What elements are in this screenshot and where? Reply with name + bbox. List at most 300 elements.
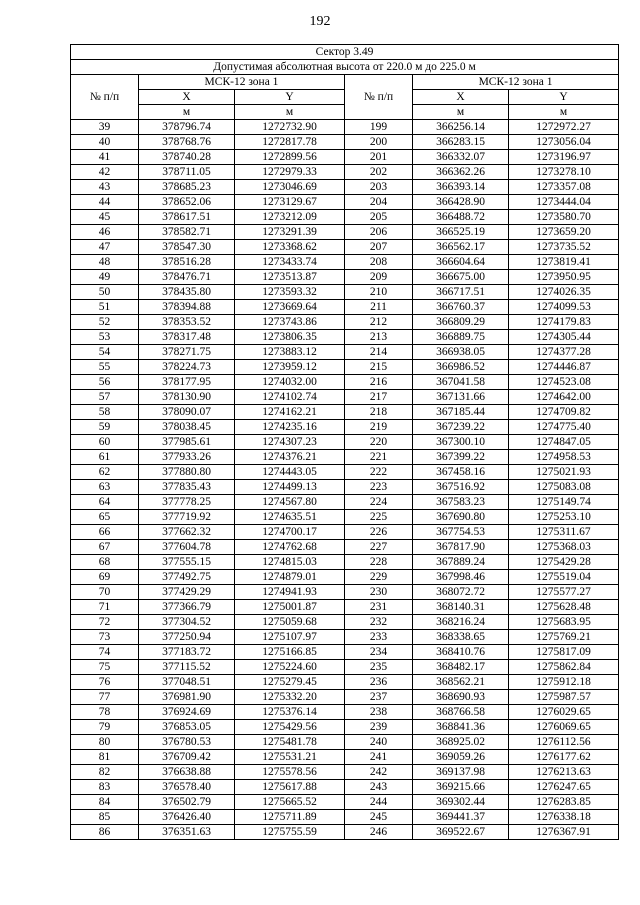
left-y-value: 1275107.97 [235, 630, 345, 645]
left-y-value: 1274235.16 [235, 420, 345, 435]
right-y-value: 1275368.03 [509, 540, 619, 555]
left-y-value: 1273806.35 [235, 330, 345, 345]
left-y-value: 1275279.45 [235, 675, 345, 690]
right-point-number: 221 [345, 450, 413, 465]
left-point-number: 74 [71, 645, 139, 660]
right-x-value: 366283.15 [413, 135, 509, 150]
right-y-value: 1275083.08 [509, 480, 619, 495]
right-y-value: 1274709.82 [509, 405, 619, 420]
left-x-value: 377719.92 [139, 510, 235, 525]
left-point-number: 73 [71, 630, 139, 645]
right-y-value: 1274958.53 [509, 450, 619, 465]
right-y-value: 1275149.74 [509, 495, 619, 510]
right-point-number: 246 [345, 825, 413, 840]
left-y-value: 1275429.56 [235, 720, 345, 735]
coordinates-table [70, 44, 619, 840]
right-point-number: 220 [345, 435, 413, 450]
table-body [71, 120, 619, 840]
right-y-value: 1274847.05 [509, 435, 619, 450]
table-row [71, 330, 619, 345]
right-y-value: 1273950.95 [509, 270, 619, 285]
right-point-number: 218 [345, 405, 413, 420]
right-point-number: 212 [345, 315, 413, 330]
left-point-number: 71 [71, 600, 139, 615]
left-x-value: 377492.75 [139, 570, 235, 585]
left-point-number: 63 [71, 480, 139, 495]
right-y-value: 1273196.97 [509, 150, 619, 165]
right-point-number: 227 [345, 540, 413, 555]
right-point-number: 201 [345, 150, 413, 165]
table-row [71, 435, 619, 450]
left-x-value: 378711.05 [139, 165, 235, 180]
right-x-value: 366525.19 [413, 225, 509, 240]
right-y-value: 1274099.53 [509, 300, 619, 315]
right-y-value: 1276283.85 [509, 795, 619, 810]
right-point-number: 206 [345, 225, 413, 240]
left-point-number: 58 [71, 405, 139, 420]
left-y-value: 1275531.21 [235, 750, 345, 765]
left-y-value: 1272979.33 [235, 165, 345, 180]
right-y-value: 1274446.87 [509, 360, 619, 375]
left-point-number: 40 [71, 135, 139, 150]
left-x-unit: м [139, 105, 235, 120]
right-point-number: 242 [345, 765, 413, 780]
left-point-number: 69 [71, 570, 139, 585]
left-point-number: 80 [71, 735, 139, 750]
right-x-value: 366717.51 [413, 285, 509, 300]
left-point-number: 82 [71, 765, 139, 780]
right-point-number: 222 [345, 465, 413, 480]
right-y-value: 1275683.95 [509, 615, 619, 630]
right-point-number: 203 [345, 180, 413, 195]
left-x-value: 377604.78 [139, 540, 235, 555]
table-row [71, 450, 619, 465]
left-y-value: 1275578.56 [235, 765, 345, 780]
right-x-value: 366393.14 [413, 180, 509, 195]
right-point-number: 202 [345, 165, 413, 180]
right-y-value: 1275987.57 [509, 690, 619, 705]
left-y-value: 1272899.56 [235, 150, 345, 165]
left-point-number: 50 [71, 285, 139, 300]
left-point-number: 64 [71, 495, 139, 510]
right-point-number: 224 [345, 495, 413, 510]
table-row [71, 255, 619, 270]
left-point-number: 67 [71, 540, 139, 555]
left-x-value: 376351.63 [139, 825, 235, 840]
table-row [71, 375, 619, 390]
right-y-unit: м [509, 105, 619, 120]
left-y-value: 1274635.51 [235, 510, 345, 525]
table-row [71, 810, 619, 825]
right-point-number: 226 [345, 525, 413, 540]
left-y-value: 1275755.59 [235, 825, 345, 840]
table-row [71, 630, 619, 645]
left-x-value: 376638.88 [139, 765, 235, 780]
right-point-number: 204 [345, 195, 413, 210]
right-x-value: 368338.65 [413, 630, 509, 645]
table-row [71, 645, 619, 660]
right-x-value: 368482.17 [413, 660, 509, 675]
table-row [71, 285, 619, 300]
right-y-value: 1274305.44 [509, 330, 619, 345]
left-y-value: 1275665.52 [235, 795, 345, 810]
right-x-value: 366256.14 [413, 120, 509, 135]
right-point-number: 232 [345, 615, 413, 630]
left-x-value: 378768.76 [139, 135, 235, 150]
left-y-value: 1275224.60 [235, 660, 345, 675]
left-x-value: 377366.79 [139, 600, 235, 615]
left-x-value: 376924.69 [139, 705, 235, 720]
right-x-value: 367817.90 [413, 540, 509, 555]
table-row [71, 690, 619, 705]
right-x-value: 366488.72 [413, 210, 509, 225]
left-x-value: 377183.72 [139, 645, 235, 660]
table-row [71, 225, 619, 240]
left-point-number: 76 [71, 675, 139, 690]
left-x-value: 376426.40 [139, 810, 235, 825]
right-x-value: 366675.00 [413, 270, 509, 285]
right-x-value: 368072.72 [413, 585, 509, 600]
table-row [71, 135, 619, 150]
left-y-value: 1274762.68 [235, 540, 345, 555]
table-row [71, 150, 619, 165]
table-row [71, 270, 619, 285]
left-x-value: 378617.51 [139, 210, 235, 225]
right-point-number: 216 [345, 375, 413, 390]
right-x-unit: м [413, 105, 509, 120]
right-y-value: 1273056.04 [509, 135, 619, 150]
left-y-value: 1274162.21 [235, 405, 345, 420]
right-x-value: 366428.90 [413, 195, 509, 210]
left-y-value: 1275059.68 [235, 615, 345, 630]
left-point-number: 83 [71, 780, 139, 795]
right-x-value: 366938.05 [413, 345, 509, 360]
left-x-value: 377835.43 [139, 480, 235, 495]
left-y-value: 1274102.74 [235, 390, 345, 405]
right-x-value: 369522.67 [413, 825, 509, 840]
right-point-number: 238 [345, 705, 413, 720]
right-point-number: 210 [345, 285, 413, 300]
left-x-value: 376709.42 [139, 750, 235, 765]
right-x-value: 367300.10 [413, 435, 509, 450]
left-x-value: 378516.28 [139, 255, 235, 270]
left-x-value: 378796.74 [139, 120, 235, 135]
table-row [71, 300, 619, 315]
left-y-value: 1272732.90 [235, 120, 345, 135]
right-y-value: 1273659.20 [509, 225, 619, 240]
left-point-number: 49 [71, 270, 139, 285]
left-point-number: 44 [71, 195, 139, 210]
table-row [71, 390, 619, 405]
right-x-value: 366562.17 [413, 240, 509, 255]
left-point-number: 47 [71, 240, 139, 255]
table-row [71, 210, 619, 225]
left-y-value: 1273433.74 [235, 255, 345, 270]
table-row [71, 585, 619, 600]
right-y-header: Y [509, 90, 619, 105]
sector-title: Сектор 3.49 [71, 45, 619, 60]
table-row [71, 600, 619, 615]
right-y-value: 1273278.10 [509, 165, 619, 180]
right-y-value: 1274523.08 [509, 375, 619, 390]
left-point-number: 75 [71, 660, 139, 675]
right-y-value: 1275429.28 [509, 555, 619, 570]
right-x-value: 369215.66 [413, 780, 509, 795]
right-y-value: 1276338.18 [509, 810, 619, 825]
left-y-header: Y [235, 90, 345, 105]
left-x-value: 377115.52 [139, 660, 235, 675]
table-row [71, 240, 619, 255]
right-y-value: 1273580.70 [509, 210, 619, 225]
right-point-number: 209 [345, 270, 413, 285]
table-row [71, 195, 619, 210]
left-point-number: 60 [71, 435, 139, 450]
left-point-number: 48 [71, 255, 139, 270]
right-x-value: 367889.24 [413, 555, 509, 570]
right-x-value: 367583.23 [413, 495, 509, 510]
left-y-value: 1274032.00 [235, 375, 345, 390]
left-point-number: 41 [71, 150, 139, 165]
right-x-value: 367690.80 [413, 510, 509, 525]
right-point-number: 213 [345, 330, 413, 345]
right-x-value: 367131.66 [413, 390, 509, 405]
right-x-value: 366809.29 [413, 315, 509, 330]
right-point-number: 243 [345, 780, 413, 795]
left-y-value: 1273368.62 [235, 240, 345, 255]
right-num-header: № п/п [345, 75, 413, 120]
left-x-value: 376502.79 [139, 795, 235, 810]
left-point-number: 46 [71, 225, 139, 240]
right-x-value: 368766.58 [413, 705, 509, 720]
left-y-value: 1275332.20 [235, 690, 345, 705]
left-x-value: 378353.52 [139, 315, 235, 330]
right-y-value: 1275628.48 [509, 600, 619, 615]
left-y-value: 1273291.39 [235, 225, 345, 240]
left-x-value: 376578.40 [139, 780, 235, 795]
left-y-value: 1274941.93 [235, 585, 345, 600]
right-y-value: 1276029.65 [509, 705, 619, 720]
right-x-value: 368925.02 [413, 735, 509, 750]
right-x-value: 366760.37 [413, 300, 509, 315]
left-x-value: 378130.90 [139, 390, 235, 405]
allowed-height-caption: Допустимая абсолютная высота от 220.0 м до 225.0 м [71, 60, 619, 75]
left-point-number: 39 [71, 120, 139, 135]
left-y-value: 1273513.87 [235, 270, 345, 285]
right-point-number: 200 [345, 135, 413, 150]
right-point-number: 225 [345, 510, 413, 525]
right-x-value: 368562.21 [413, 675, 509, 690]
table-row [71, 675, 619, 690]
table-row [71, 315, 619, 330]
right-point-number: 205 [345, 210, 413, 225]
right-point-number: 241 [345, 750, 413, 765]
left-point-number: 45 [71, 210, 139, 225]
left-x-value: 376981.90 [139, 690, 235, 705]
left-x-value: 376780.53 [139, 735, 235, 750]
table-row [71, 615, 619, 630]
right-x-value: 368140.31 [413, 600, 509, 615]
right-x-header: X [413, 90, 509, 105]
right-x-value: 369059.26 [413, 750, 509, 765]
right-point-number: 229 [345, 570, 413, 585]
left-point-number: 53 [71, 330, 139, 345]
right-y-value: 1276112.56 [509, 735, 619, 750]
left-point-number: 42 [71, 165, 139, 180]
left-y-value: 1273129.67 [235, 195, 345, 210]
right-y-value: 1275912.18 [509, 675, 619, 690]
left-point-number: 43 [71, 180, 139, 195]
right-x-value: 367185.44 [413, 405, 509, 420]
right-y-value: 1275817.09 [509, 645, 619, 660]
table-row [71, 345, 619, 360]
left-x-value: 378476.71 [139, 270, 235, 285]
table-row [71, 660, 619, 675]
left-x-value: 378177.95 [139, 375, 235, 390]
left-y-value: 1274376.21 [235, 450, 345, 465]
left-point-number: 55 [71, 360, 139, 375]
right-point-number: 217 [345, 390, 413, 405]
table-row [71, 510, 619, 525]
left-point-number: 66 [71, 525, 139, 540]
right-x-value: 369441.37 [413, 810, 509, 825]
left-x-value: 378435.80 [139, 285, 235, 300]
table-row [71, 165, 619, 180]
left-x-value: 378038.45 [139, 420, 235, 435]
left-y-value: 1275481.78 [235, 735, 345, 750]
right-y-value: 1275577.27 [509, 585, 619, 600]
left-x-value: 378090.07 [139, 405, 235, 420]
table-row [71, 720, 619, 735]
left-y-value: 1275001.87 [235, 600, 345, 615]
table-row [71, 540, 619, 555]
left-x-value: 378271.75 [139, 345, 235, 360]
right-point-number: 208 [345, 255, 413, 270]
left-point-number: 85 [71, 810, 139, 825]
right-point-number: 231 [345, 600, 413, 615]
left-num-header: № п/п [71, 75, 139, 120]
right-x-value: 367041.58 [413, 375, 509, 390]
left-y-value: 1273959.12 [235, 360, 345, 375]
right-point-number: 236 [345, 675, 413, 690]
left-y-unit: м [235, 105, 345, 120]
left-x-value: 377048.51 [139, 675, 235, 690]
right-x-value: 367239.22 [413, 420, 509, 435]
left-x-value: 377880.80 [139, 465, 235, 480]
right-point-number: 215 [345, 360, 413, 375]
left-y-value: 1275711.89 [235, 810, 345, 825]
table-row [71, 555, 619, 570]
left-x-value: 378394.88 [139, 300, 235, 315]
left-y-value: 1274879.01 [235, 570, 345, 585]
left-point-number: 79 [71, 720, 139, 735]
left-x-value: 377985.61 [139, 435, 235, 450]
left-point-number: 61 [71, 450, 139, 465]
right-point-number: 199 [345, 120, 413, 135]
left-y-value: 1274499.13 [235, 480, 345, 495]
left-x-header: X [139, 90, 235, 105]
left-y-value: 1272817.78 [235, 135, 345, 150]
left-x-value: 377304.52 [139, 615, 235, 630]
table-row [71, 180, 619, 195]
table-row [71, 360, 619, 375]
right-x-value: 368216.24 [413, 615, 509, 630]
right-y-value: 1276367.91 [509, 825, 619, 840]
left-x-value: 376853.05 [139, 720, 235, 735]
table-row [71, 405, 619, 420]
right-point-number: 244 [345, 795, 413, 810]
left-point-number: 78 [71, 705, 139, 720]
left-x-value: 378740.28 [139, 150, 235, 165]
left-point-number: 72 [71, 615, 139, 630]
left-x-value: 377429.29 [139, 585, 235, 600]
left-x-value: 378652.06 [139, 195, 235, 210]
right-point-number: 219 [345, 420, 413, 435]
right-y-value: 1276069.65 [509, 720, 619, 735]
right-point-number: 233 [345, 630, 413, 645]
right-y-value: 1275021.93 [509, 465, 619, 480]
table-row [71, 750, 619, 765]
left-y-value: 1274567.80 [235, 495, 345, 510]
table-row [71, 705, 619, 720]
right-point-number: 234 [345, 645, 413, 660]
table-row [71, 465, 619, 480]
right-y-value: 1274642.00 [509, 390, 619, 405]
left-y-value: 1273669.64 [235, 300, 345, 315]
right-y-value: 1275519.04 [509, 570, 619, 585]
left-point-number: 65 [71, 510, 139, 525]
left-point-number: 86 [71, 825, 139, 840]
left-y-value: 1273212.09 [235, 210, 345, 225]
left-point-number: 68 [71, 555, 139, 570]
table-row [71, 420, 619, 435]
left-x-value: 378224.73 [139, 360, 235, 375]
left-y-value: 1273743.86 [235, 315, 345, 330]
left-y-value: 1275376.14 [235, 705, 345, 720]
right-x-value: 368841.36 [413, 720, 509, 735]
left-y-value: 1275166.85 [235, 645, 345, 660]
right-x-value: 369302.44 [413, 795, 509, 810]
left-y-value: 1275617.88 [235, 780, 345, 795]
right-point-number: 235 [345, 660, 413, 675]
left-x-value: 377662.32 [139, 525, 235, 540]
right-y-value: 1275862.84 [509, 660, 619, 675]
left-y-value: 1273883.12 [235, 345, 345, 360]
left-y-value: 1274700.17 [235, 525, 345, 540]
left-y-value: 1274307.23 [235, 435, 345, 450]
right-point-number: 237 [345, 690, 413, 705]
left-point-number: 77 [71, 690, 139, 705]
page-number: 192 [309, 14, 331, 29]
right-point-number: 228 [345, 555, 413, 570]
right-y-value: 1274026.35 [509, 285, 619, 300]
right-y-value: 1273819.41 [509, 255, 619, 270]
right-crs-header: МСК-12 зона 1 [413, 75, 619, 90]
right-y-value: 1274179.83 [509, 315, 619, 330]
left-x-value: 378685.23 [139, 180, 235, 195]
right-y-value: 1273444.04 [509, 195, 619, 210]
left-point-number: 57 [71, 390, 139, 405]
left-crs-header: МСК-12 зона 1 [139, 75, 345, 90]
right-y-value: 1276247.65 [509, 780, 619, 795]
right-point-number: 214 [345, 345, 413, 360]
right-point-number: 239 [345, 720, 413, 735]
left-point-number: 84 [71, 795, 139, 810]
table-row [71, 795, 619, 810]
right-point-number: 230 [345, 585, 413, 600]
left-point-number: 54 [71, 345, 139, 360]
left-y-value: 1273046.69 [235, 180, 345, 195]
left-x-value: 377250.94 [139, 630, 235, 645]
